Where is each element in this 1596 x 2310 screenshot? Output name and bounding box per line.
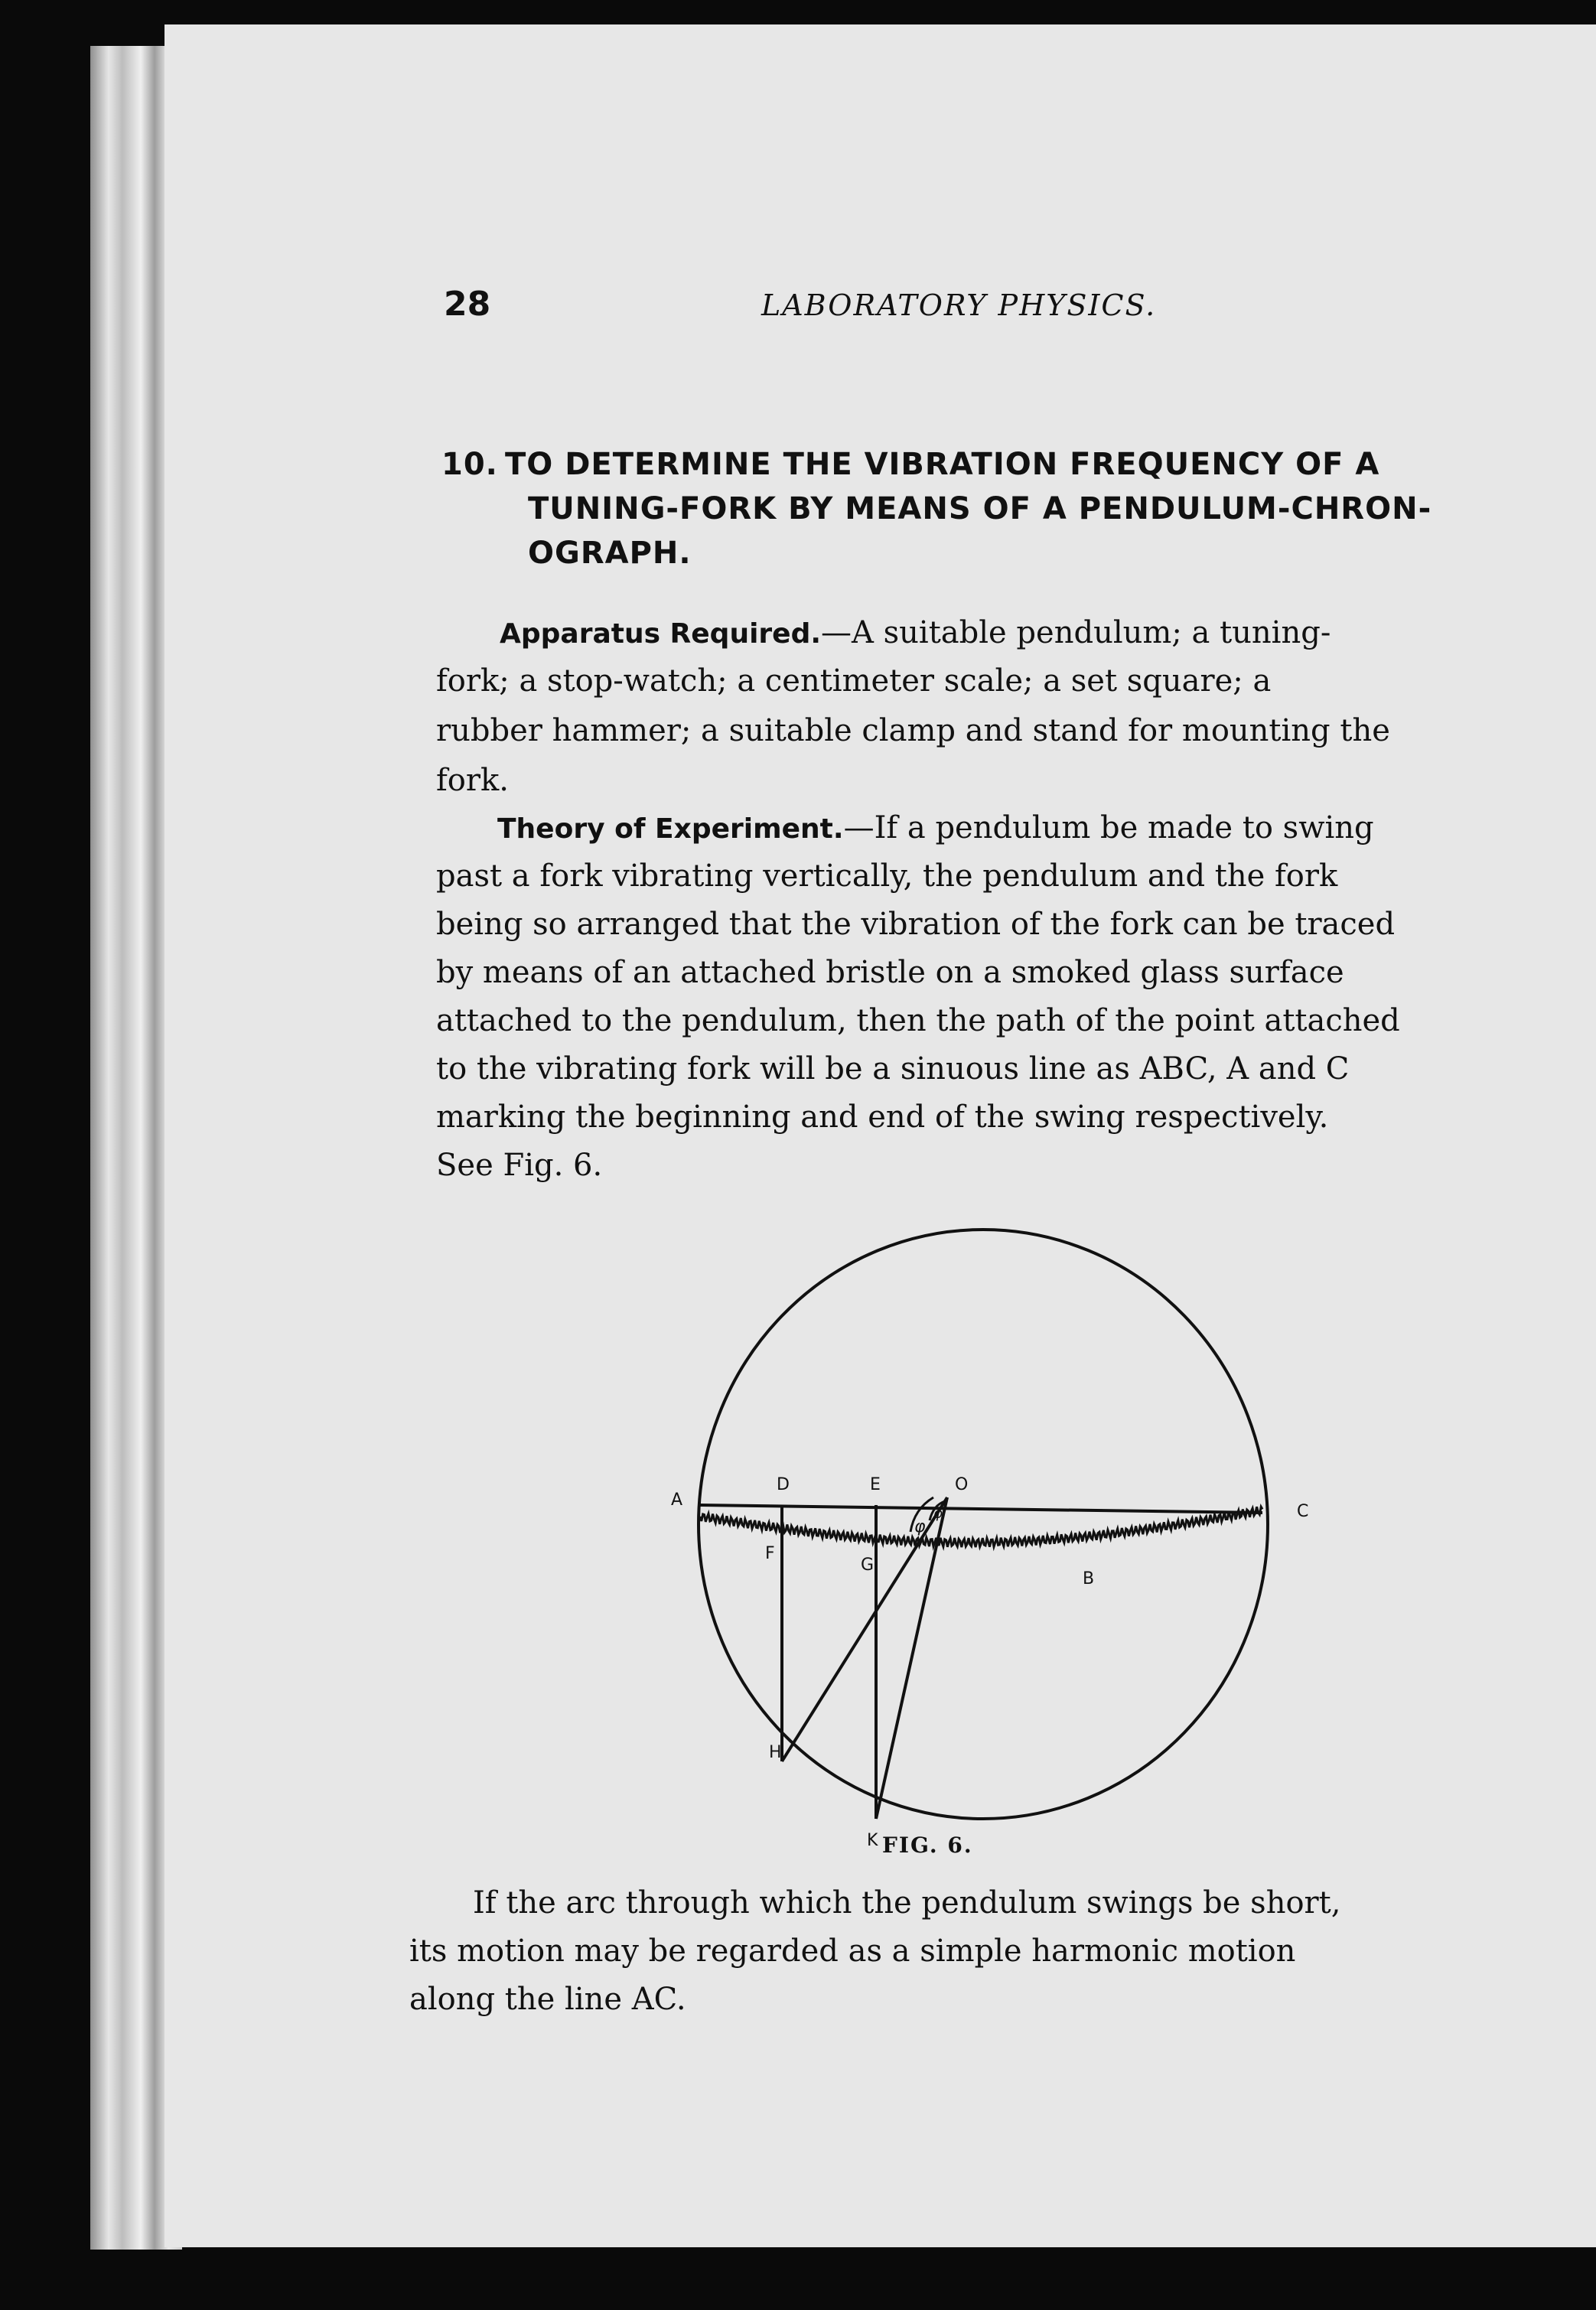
theory-text: —If a pendulum be made to swing bbox=[843, 810, 1374, 845]
label-f: F bbox=[765, 1544, 775, 1563]
paragraph-line: fork. bbox=[436, 763, 509, 798]
theory-label: Theory of Experiment. bbox=[497, 813, 844, 845]
paragraph-line: being so arranged that the vibration of the fork can be traced bbox=[436, 907, 1396, 942]
page-number: 28 bbox=[444, 285, 491, 324]
label-o: O bbox=[955, 1475, 969, 1494]
paragraph-line: rubber hammer; a suitable clamp and stand for mounting the bbox=[436, 713, 1390, 748]
section-title-line: TO DETERMINE THE VIBRATION FREQUENCY OF A bbox=[505, 447, 1380, 482]
label-phi-1: φ bbox=[914, 1517, 926, 1536]
section-title-line: OGRAPH. bbox=[528, 536, 692, 571]
label-e: E bbox=[870, 1475, 881, 1494]
paragraph-line: fork; a stop-watch; a centimeter scale; a set square; a bbox=[436, 663, 1272, 699]
apparatus-text: —A suitable pendulum; a tuning- bbox=[821, 615, 1331, 650]
figure-caption: FIG. 6. bbox=[882, 1833, 973, 1858]
paragraph-line bbox=[500, 617, 1331, 648]
label-c: C bbox=[1297, 1502, 1309, 1521]
label-k: K bbox=[867, 1831, 878, 1850]
label-g: G bbox=[861, 1556, 875, 1575]
paragraph-line bbox=[497, 810, 1374, 845]
paragraph-line: See Fig. 6. bbox=[436, 1148, 603, 1183]
book-page bbox=[164, 24, 1596, 2247]
chord-ac bbox=[700, 1505, 1262, 1513]
section-number: 10. bbox=[441, 447, 498, 482]
paragraph-line: its motion may be regarded as a simple harmonic motion bbox=[409, 1934, 1296, 1969]
paragraph-line: along the line AC. bbox=[409, 1982, 686, 2017]
paragraph-line: If the arc through which the pendulum swings be short, bbox=[473, 1885, 1341, 1921]
figure-6-diagram bbox=[624, 1195, 1465, 1869]
label-h: H bbox=[769, 1743, 782, 1762]
paragraph-line: marking the beginning and end of the swing respectively. bbox=[436, 1100, 1329, 1135]
label-b: B bbox=[1083, 1569, 1095, 1588]
paragraph-line: attached to the pendulum, then the path of the point attached bbox=[436, 1003, 1400, 1038]
paragraph-line: to the vibrating fork will be a sinuous line as ABC, A and C bbox=[436, 1051, 1350, 1087]
label-a: A bbox=[671, 1491, 683, 1510]
section-title-line: TUNING-FORK BY MEANS OF A PENDULUM-CHRON- bbox=[528, 491, 1432, 526]
paragraph-line: by means of an attached bristle on a smoked glass surface bbox=[436, 955, 1344, 990]
apparatus-label: Apparatus Required. bbox=[500, 618, 822, 650]
label-d: D bbox=[777, 1475, 790, 1494]
running-head: LABORATORY PHYSICS. bbox=[761, 288, 1157, 322]
label-phi-2: φ bbox=[933, 1506, 943, 1522]
paragraph-line: past a fork vibrating vertically, the pendulum and the fork bbox=[436, 859, 1338, 894]
